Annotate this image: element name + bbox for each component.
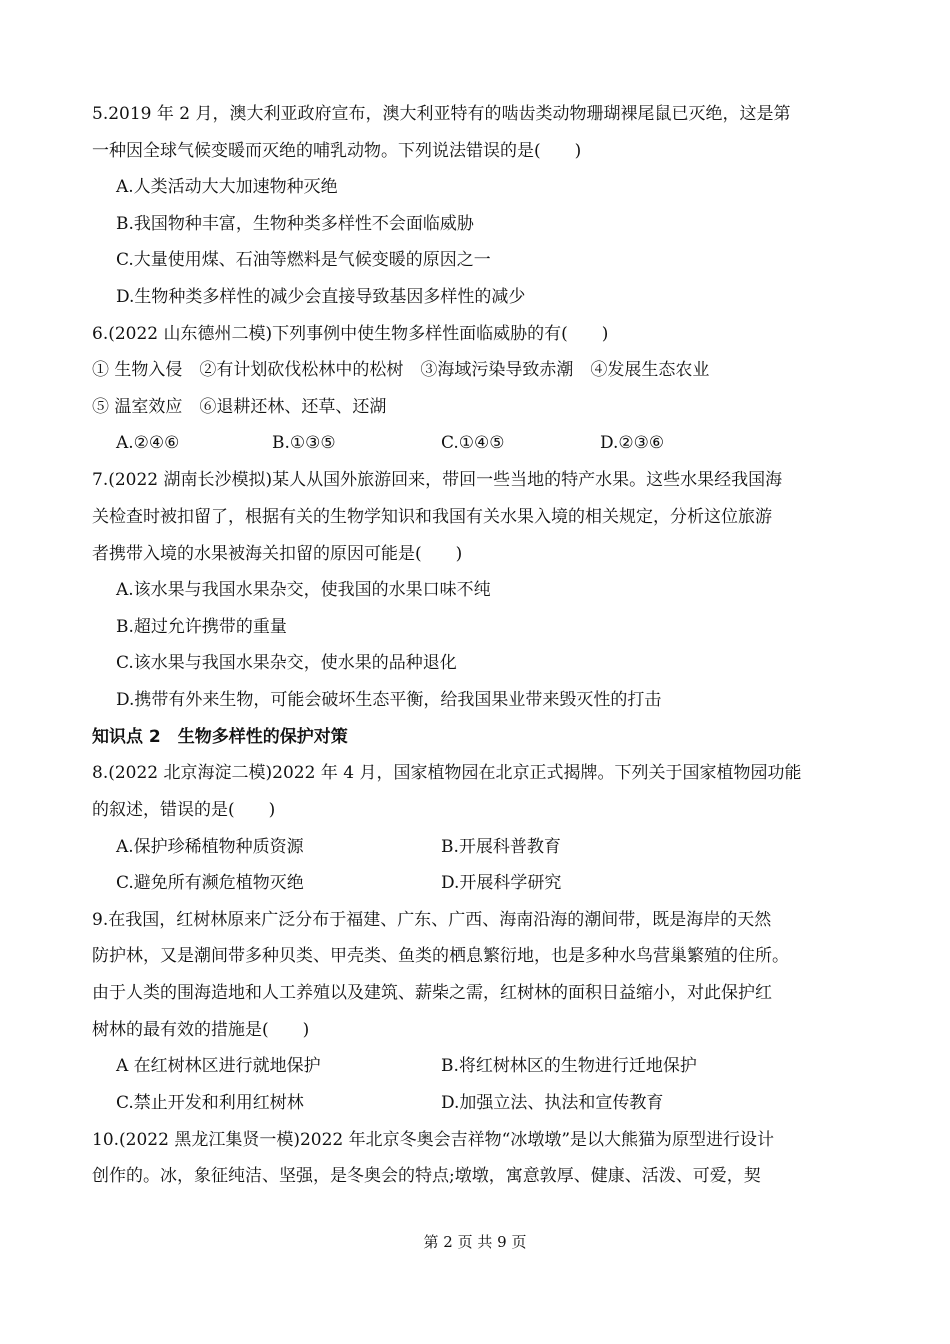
- q5-option-d: D.生物种类多样性的减少会直接导致基因多样性的减少: [116, 287, 526, 307]
- q6-option-d: D.②③⑥: [600, 433, 665, 453]
- q7-option-b: B.超过允许携带的重量: [116, 617, 287, 637]
- q5-stem-line2: 一种因全球气候变暖而灭绝的哺乳动物。下列说法错误的是( ): [92, 141, 582, 161]
- q8-option-a: A.保护珍稀植物种质资源: [116, 837, 304, 857]
- section-heading: 知识点 2 生物多样性的保护对策: [92, 727, 348, 747]
- q6-stem: 6.(2022 山东德州二模)下列事例中使生物多样性面临威胁的有( ): [92, 324, 609, 344]
- q9-option-c: C.禁止开发和利用红树林: [116, 1093, 304, 1113]
- q7-stem-line1: 7.(2022 湖南长沙模拟)某人从国外旅游回来，带回一些当地的特产水果。这些水果经我国海: [92, 470, 783, 490]
- q5-option-a: A.人类活动大大加速物种灭绝: [116, 177, 338, 197]
- q6-items-line2: ⑤ 温室效应 ⑥退耕还林、还草、还湖: [92, 397, 387, 417]
- q6-items-line1: ① 生物入侵 ②有计划砍伐松林中的松树 ③海域污染导致赤潮 ④发展生态农业: [92, 360, 710, 380]
- q9-stem-line4: 树林的最有效的措施是( ): [92, 1020, 310, 1040]
- q10-stem-line1: 10.(2022 黑龙江集贤一模)2022 年北京冬奥会吉祥物“冰墩墩”是以大熊猫为原型进行设计: [92, 1130, 775, 1150]
- q8-option-b: B.开展科普教育: [441, 837, 561, 857]
- q5-option-c: C.大量使用煤、石油等燃料是气候变暖的原因之一: [116, 250, 491, 270]
- q9-option-a: A 在红树林区进行就地保护: [116, 1056, 321, 1076]
- q7-option-c: C.该水果与我国水果杂交，使水果的品种退化: [116, 653, 457, 673]
- q9-stem-line3: 由于人类的围海造地和人工养殖以及建筑、薪柴之需，红树林的面积日益缩小，对此保护红: [92, 983, 772, 1003]
- q7-stem-line3: 者携带入境的水果被海关扣留的原因可能是( ): [92, 544, 463, 564]
- q9-option-d: D.加强立法、执法和宣传教育: [441, 1093, 664, 1113]
- q7-option-a: A.该水果与我国水果杂交，使我国的水果口味不纯: [116, 580, 491, 600]
- q8-stem-line1: 8.(2022 北京海淀二模)2022 年 4 月，国家植物园在北京正式揭牌。下列关于国家植物园功能: [92, 763, 802, 783]
- q6-option-c: C.①④⑤: [441, 433, 505, 453]
- q6-option-b: B.①③⑤: [272, 433, 336, 453]
- page-footer: 第 2 页 共 9 页: [423, 1233, 527, 1251]
- q8-stem-line2: 的叙述，错误的是( ): [92, 800, 276, 820]
- q5-option-b: B.我国物种丰富，生物种类多样性不会面临威胁: [116, 214, 474, 234]
- q7-option-d: D.携带有外来生物，可能会破坏生态平衡，给我国果业带来毁灭性的打击: [116, 690, 662, 710]
- q8-option-d: D.开展科学研究: [441, 873, 562, 893]
- q9-stem-line1: 9.在我国，红树林原来广泛分布于福建、广东、广西、海南沿海的潮间带，既是海岸的天然: [92, 910, 772, 930]
- q9-option-b: B.将红树林区的生物进行迁地保护: [441, 1056, 697, 1076]
- q8-option-c: C.避免所有濒危植物灭绝: [116, 873, 304, 893]
- q7-stem-line2: 关检查时被扣留了，根据有关的生物学知识和我国有关水果入境的相关规定，分析这位旅游: [92, 507, 772, 527]
- q9-stem-line2: 防护林，又是潮间带多种贝类、甲壳类、鱼类的栖息繁衍地，也是多种水鸟营巢繁殖的住所。: [92, 946, 789, 966]
- q10-stem-line2: 创作的。冰，象征纯洁、坚强，是冬奥会的特点;墩墩，寓意敦厚、健康、活泼、可爱，契: [92, 1166, 761, 1186]
- q5-stem-line1: 5.2019 年 2 月，澳大利亚政府宣布，澳大利亚特有的啮齿类动物珊瑚裸尾鼠已灭绝，这是第: [92, 104, 791, 124]
- q6-option-a: A.②④⑥: [116, 433, 180, 453]
